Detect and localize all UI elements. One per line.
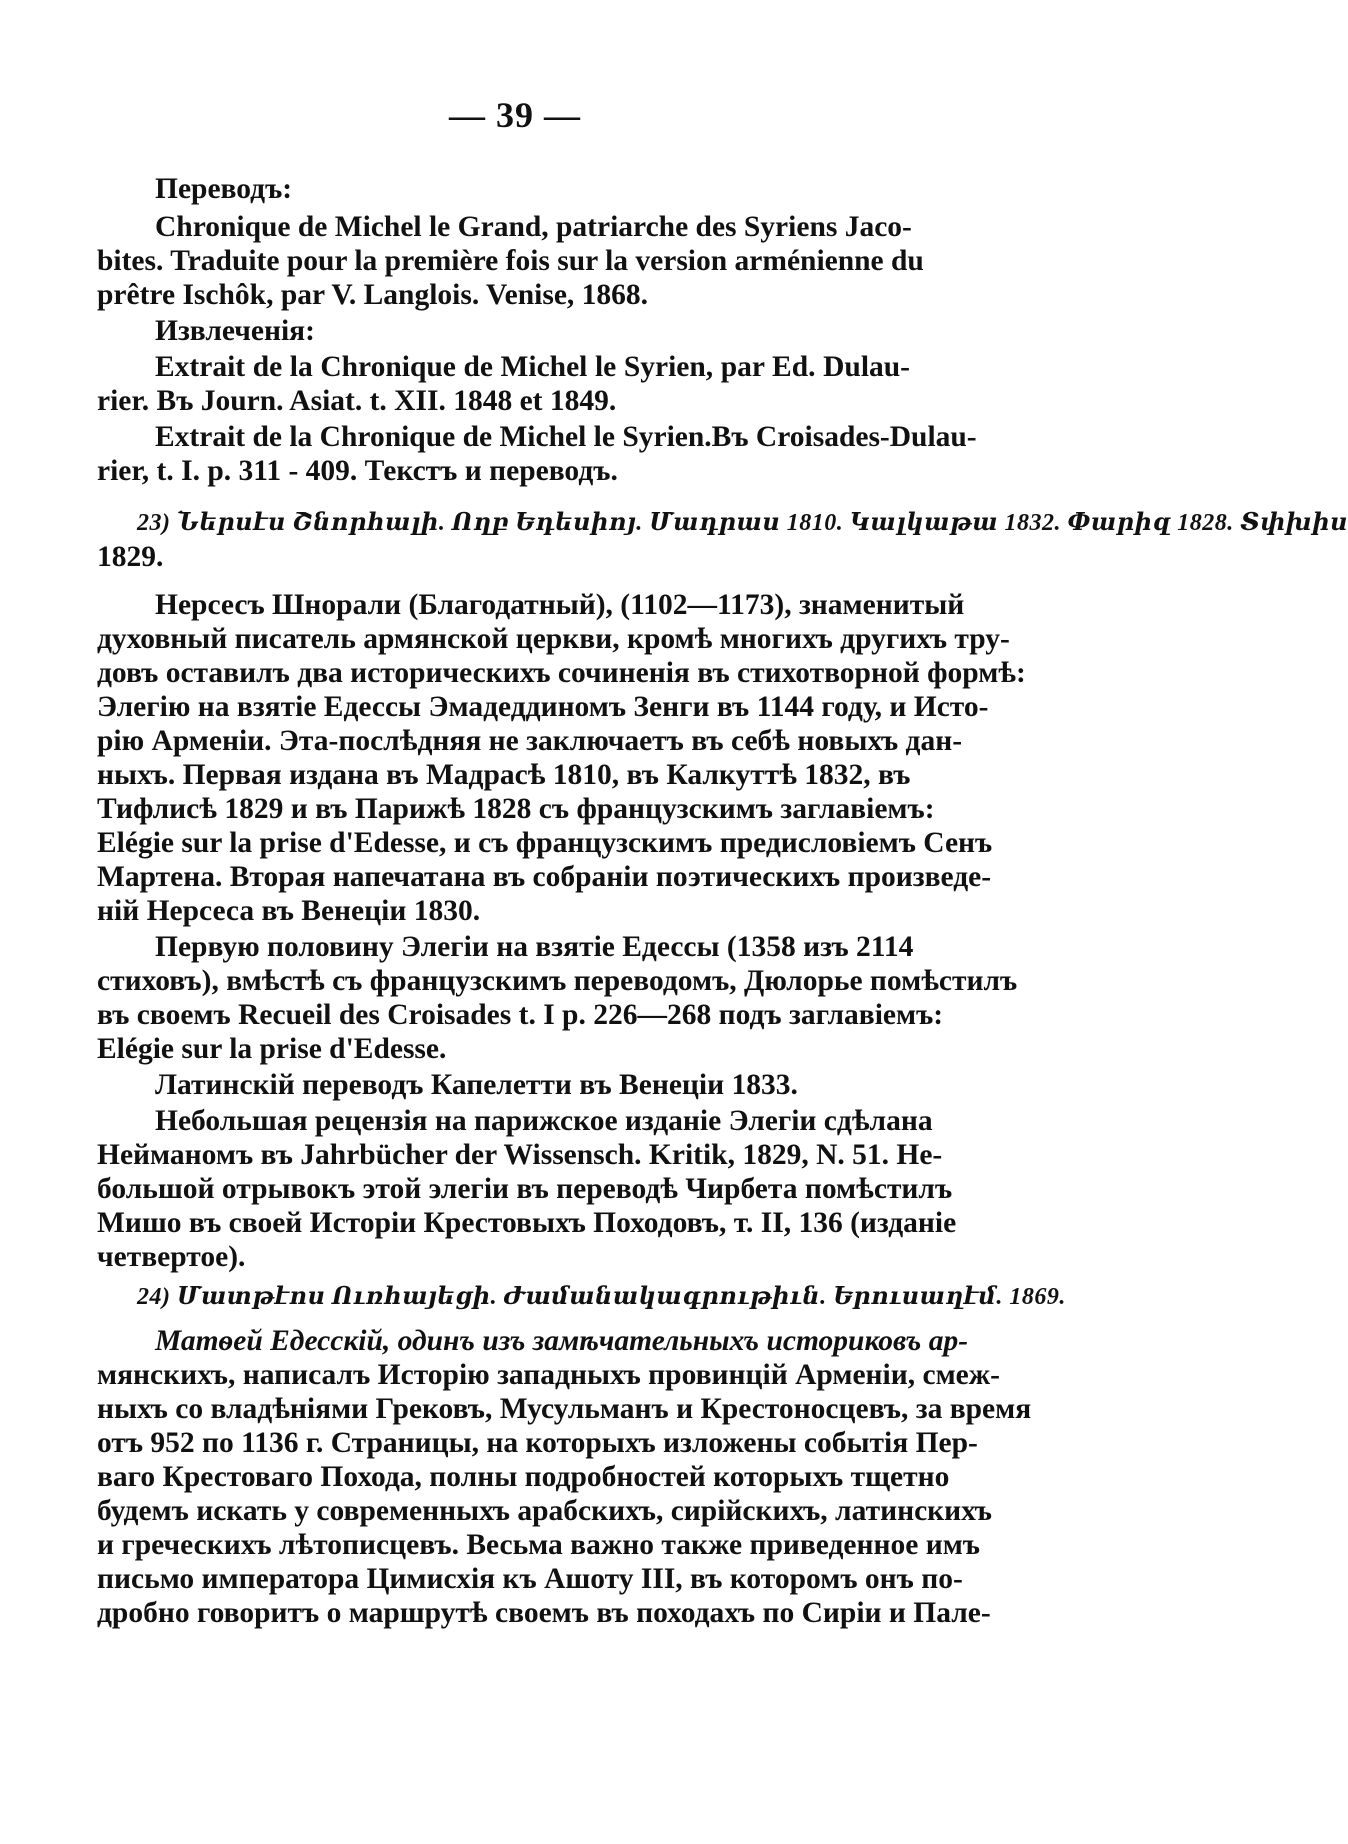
text-line: Extrait de la Chronique de Michel le Syrien, par Ed. Dulau- xyxy=(155,351,910,383)
armenian-title-line: 23) Ներսէս Շնորհալի. Ողբ Եդեսիոյ. Մադրաս 1810. Կալկաթա 1832. Փարիզ 1828. Տփխիս xyxy=(137,510,1348,536)
page-number: — 39 — xyxy=(449,95,581,135)
text-line: четвертое). xyxy=(97,1241,246,1273)
text-line: большой отрывокъ этой элегіи въ переводѣ Чирбета помѣстилъ xyxy=(97,1173,953,1205)
text-line: Первую половину Элегіи на взятіе Едессы (1358 изъ 2114 xyxy=(155,931,914,963)
text-line: будемъ искать у современныхъ арабскихъ, сирійскихъ, латинскихъ xyxy=(97,1495,992,1527)
text-line: bites. Traduite pour la première fois sur la version arménienne du xyxy=(97,245,924,277)
text-line: Нерсесъ Шнорали (Благодатный), (1102—1173), знаменитый xyxy=(155,589,965,621)
text-line: и греческихъ лѣтописцевъ. Весьма важно также приведенное имъ xyxy=(97,1529,980,1561)
text-line: довъ оставилъ два историческихъ сочиненія въ стихотворной формѣ: xyxy=(97,657,1026,689)
text-line: духовный писатель армянской церкви, кромѣ многихъ другихъ тру- xyxy=(97,623,1010,655)
text-line: отъ 952 по 1136 г. Страницы, на которыхъ изложены событія Пер- xyxy=(97,1427,978,1459)
text-line: мянскихъ, написалъ Исторію западныхъ провинцій Арменіи, смеж- xyxy=(97,1359,1000,1391)
text-line: Латинскій переводъ Капелетти въ Венеціи 1833. xyxy=(155,1069,798,1101)
text-line: дробно говоритъ о маршрутѣ своемъ въ походахъ по Сиріи и Пале- xyxy=(97,1597,991,1629)
text-line: въ своемъ Recueil des Croisades t. I p. 226—268 подъ заглавіемъ: xyxy=(97,999,944,1031)
text-line: Elégie sur la prise d'Edesse. xyxy=(97,1033,447,1065)
text-line: rier, t. I. p. 311 - 409. Текстъ и переводъ. xyxy=(97,455,618,487)
text-line: Мишо въ своей Исторіи Крестовыхъ Походовъ, т. II, 136 (изданіе xyxy=(97,1207,957,1239)
text-line: письмо императора Цимисхія къ Ашоту III, въ которомъ онъ по- xyxy=(97,1563,963,1595)
text-line: рію Арменіи. Эта-послѣдняя не заключаетъ въ себѣ новыхъ дан- xyxy=(97,725,963,757)
text-line: Матѳей Едесскій, одинъ изъ замѣчательныхъ историковъ ар- xyxy=(155,1325,969,1357)
text-line: prêtre Ischôk, par V. Langlois. Venise, 1868. xyxy=(97,279,649,311)
text-line: rier. Въ Journ. Asiat. t. XII. 1848 et 1849. xyxy=(97,385,617,417)
text-line: Extrait de la Chronique de Michel le Syrien.Въ Croisades-Dulau- xyxy=(155,421,977,453)
text-line: Переводъ: xyxy=(155,173,293,205)
text-line: Chronique de Michel le Grand, patriarche des Syriens Jaco- xyxy=(155,211,912,243)
text-line: 1829. xyxy=(97,541,164,573)
text-line: ныхъ со владѣніями Грековъ, Мусульманъ и Крестоносцевъ, за время xyxy=(97,1393,1032,1425)
text-line: Тифлисѣ 1829 и въ Парижѣ 1828 съ французскимъ заглавіемъ: xyxy=(97,793,935,825)
text-line: Элегію на взятіе Едессы Эмадеддиномъ Зенги въ 1144 году, и Исто- xyxy=(97,691,989,723)
text-line: ній Нерсеса въ Венеціи 1830. xyxy=(97,895,481,927)
text-line: Elégie sur la prise d'Edesse, и съ французскимъ предисловіемъ Сенъ xyxy=(97,827,993,859)
text-line: ваго Крестоваго Похода, полны подробностей которыхъ тщетно xyxy=(97,1461,950,1493)
text-line: Мартена. Вторая напечатана въ собраніи поэтическихъ произведе- xyxy=(97,861,992,893)
text-line: ныхъ. Первая издана въ Мадрасѣ 1810, въ Калкуттѣ 1832, въ xyxy=(97,759,911,791)
text-line: Нейманомъ въ Jahrbücher der Wissensch. Kritik, 1829, N. 51. Не- xyxy=(97,1139,943,1171)
armenian-title-line: 24) Մատթէոս Ուռհայեցի. Ժամանակագրութիւն. Երուսաղէմ. 1869. xyxy=(137,1284,1066,1310)
text-line: стиховъ), вмѣстѣ съ французскимъ переводомъ, Дюлорье помѣстилъ xyxy=(97,965,1018,997)
text-line: Извлеченія: xyxy=(155,315,315,347)
text-line: Небольшая рецензія на парижское изданіе Элегіи сдѣлана xyxy=(155,1105,933,1137)
